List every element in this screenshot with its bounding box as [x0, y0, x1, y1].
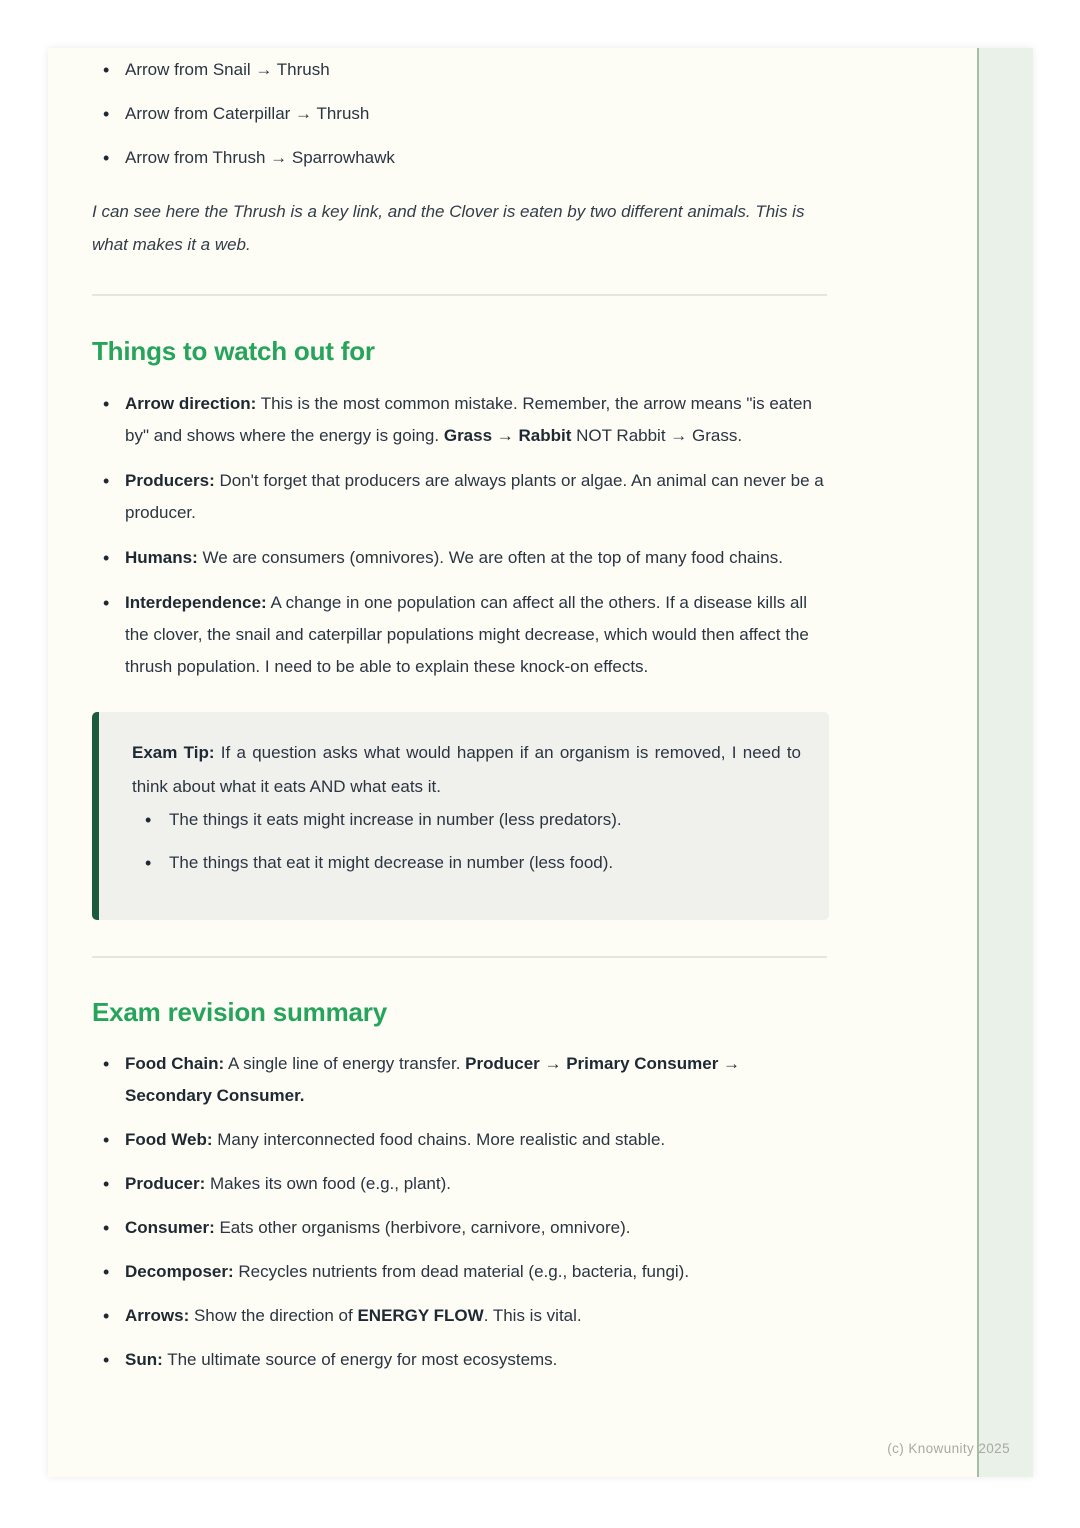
- exam-tip-paragraph: [132, 736, 801, 804]
- list-item-lead: Decomposer:: [125, 1262, 234, 1281]
- watch-out-list: [92, 388, 827, 683]
- list-item-text: Many interconnected food chains. More realistic and stable.: [212, 1130, 666, 1149]
- list-item: [92, 1048, 827, 1112]
- list-item: [92, 98, 827, 130]
- list-item-lead: Producer:: [125, 1174, 206, 1193]
- list-item-lead: Humans:: [125, 548, 198, 567]
- list-item-bold: Grass → Rabbit: [443, 426, 572, 445]
- copyright-watermark: (c) Knowunity 2025: [887, 1441, 1010, 1456]
- exam-tip-list: [132, 804, 801, 879]
- list-item: [92, 1212, 827, 1244]
- exam-tip-text: If a question asks what would happen if an organism is removed, I need to think about what it eats AND what eats it.: [132, 743, 802, 796]
- page-right-strip: [977, 48, 1033, 1477]
- list-item-text: The ultimate source of energy for most ecosystems.: [162, 1350, 558, 1369]
- page-content: [92, 48, 827, 1388]
- list-item: [92, 1256, 827, 1288]
- section-divider: [92, 956, 827, 958]
- list-item: [92, 142, 827, 174]
- list-item-text: Don't forget that producers are always plants or algae. An animal can never be a producer.: [125, 471, 824, 522]
- list-item: [92, 1168, 827, 1200]
- list-item-text: Show the direction of: [189, 1306, 358, 1325]
- list-item-lead: Interdependence:: [125, 593, 267, 612]
- list-item-text: This is the most common mistake. Remember, the arrow means "is eaten by" and shows where the energy is going.: [125, 394, 812, 445]
- list-item-lead: Arrows:: [125, 1306, 190, 1325]
- list-item: [132, 804, 801, 836]
- list-item-text: Arrow from Thrush → Sparrowhawk: [125, 148, 395, 167]
- exam-tip-lead: Exam Tip:: [132, 743, 215, 762]
- list-item: [92, 542, 827, 574]
- list-item-lead: Arrow direction:: [125, 394, 257, 413]
- document-page: [48, 48, 1033, 1477]
- list-item: [92, 54, 827, 86]
- section-divider: [92, 294, 827, 296]
- arrow-bullet-list: [92, 54, 827, 174]
- list-item-lead: Sun:: [125, 1350, 163, 1369]
- list-item-text: A change in one population can affect all the others. If a disease kills all the clover, the snail and caterpillar populations might decrease, which would then affect the thrush population. I need to be able to explain these knock-on effects.: [125, 593, 809, 676]
- list-item-bold: Producer → Primary Consumer → Secondary Consumer.: [125, 1054, 741, 1105]
- list-item: [92, 1300, 827, 1332]
- list-item-text: The things it eats might increase in number (less predators).: [169, 810, 622, 829]
- section-title-summary: Exam revision summary: [92, 997, 387, 1027]
- list-item-text: Recycles nutrients from dead material (e.g., bacteria, fungi).: [233, 1262, 690, 1281]
- list-item: [92, 587, 827, 683]
- list-item-text: NOT Rabbit → Grass.: [571, 426, 743, 445]
- list-item-text: We are consumers (omnivores). We are often at the top of many food chains.: [197, 548, 783, 567]
- list-item-lead: Food Chain:: [125, 1054, 225, 1073]
- section-title-watch-out: Things to watch out for: [92, 336, 375, 366]
- list-item-text: Eats other organisms (herbivore, carnivore, omnivore).: [214, 1218, 631, 1237]
- list-item-bold: ENERGY FLOW: [357, 1306, 484, 1325]
- list-item-text: Makes its own food (e.g., plant).: [205, 1174, 451, 1193]
- list-item-text: . This is vital.: [483, 1306, 582, 1325]
- list-item-text: Arrow from Caterpillar → Thrush: [125, 104, 370, 123]
- list-item-lead: Consumer:: [125, 1218, 215, 1237]
- list-item: [92, 1124, 827, 1156]
- list-item: [92, 388, 827, 452]
- exam-tip-callout: [92, 712, 829, 920]
- list-item: [132, 847, 801, 879]
- list-item: [92, 1344, 827, 1376]
- list-item-lead: Producers:: [125, 471, 215, 490]
- list-item-lead: Food Web:: [125, 1130, 213, 1149]
- summary-list: [92, 1048, 827, 1376]
- intro-note: I can see here the Thrush is a key link, and the Clover is eaten by two different animals. This is what makes it a web.: [92, 202, 805, 254]
- list-item-text: Arrow from Snail → Thrush: [125, 60, 330, 79]
- list-item-text: The things that eat it might decrease in number (less food).: [169, 853, 614, 872]
- list-item-text: A single line of energy transfer.: [224, 1054, 466, 1073]
- list-item: [92, 465, 827, 529]
